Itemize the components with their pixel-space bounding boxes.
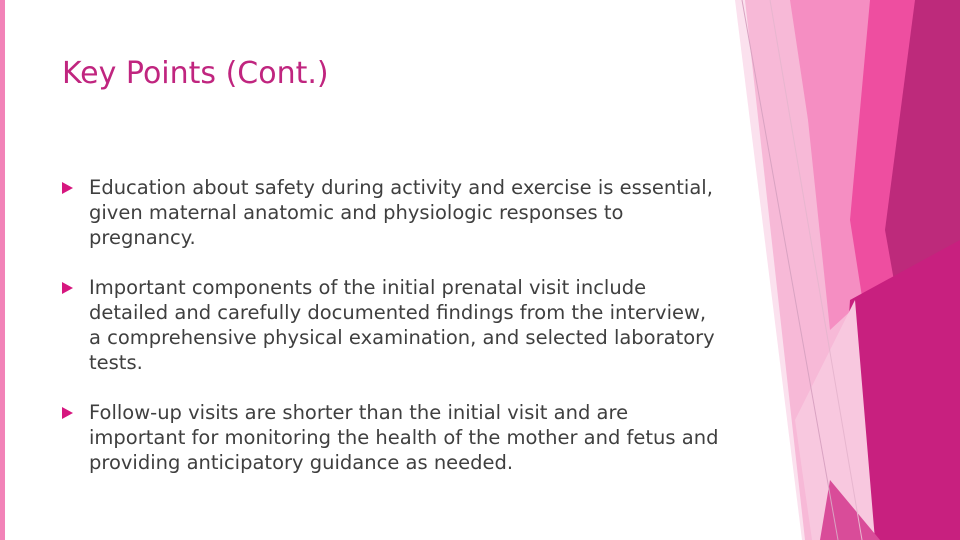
bullet-list [62,175,722,500]
deco-shape-lower-facet [795,300,875,540]
slide-title: Key Points (Cont.) [62,56,329,91]
deco-shape-magenta-facet [885,0,960,540]
deco-shape-mid-facet [790,0,960,330]
deco-thin-line-2 [770,0,862,540]
deco-shape-pale-facet [735,0,862,540]
deco-thin-line [742,0,838,540]
deco-shape-bright-facet [850,0,960,540]
deco-shape-bottom-facet [820,480,880,540]
bullet-text: Important components of the initial prenatal visit include detailed and carefully documented findings from the interview, a comprehensive physical examination, and selected laboratory tests. [89,276,715,374]
bullet-text: Follow-up visits are shorter than the initial visit and are important for monitoring the health of the mother and fetus and providing anticipatory guidance as needed. [89,401,719,474]
bullet-item [62,175,722,250]
deco-shape-dark-facet [835,240,960,540]
deco-shape-light-facet [745,0,960,540]
bullet-item [62,275,722,375]
triangle-right-icon [62,182,73,194]
deco-shape-left-strip [0,0,5,540]
triangle-right-icon [62,407,73,419]
bullet-item [62,400,722,475]
triangle-right-icon [62,282,73,294]
bullet-text: Education about safety during activity and exercise is essential, given maternal anatomic and physiologic responses to pregnancy. [89,176,713,249]
